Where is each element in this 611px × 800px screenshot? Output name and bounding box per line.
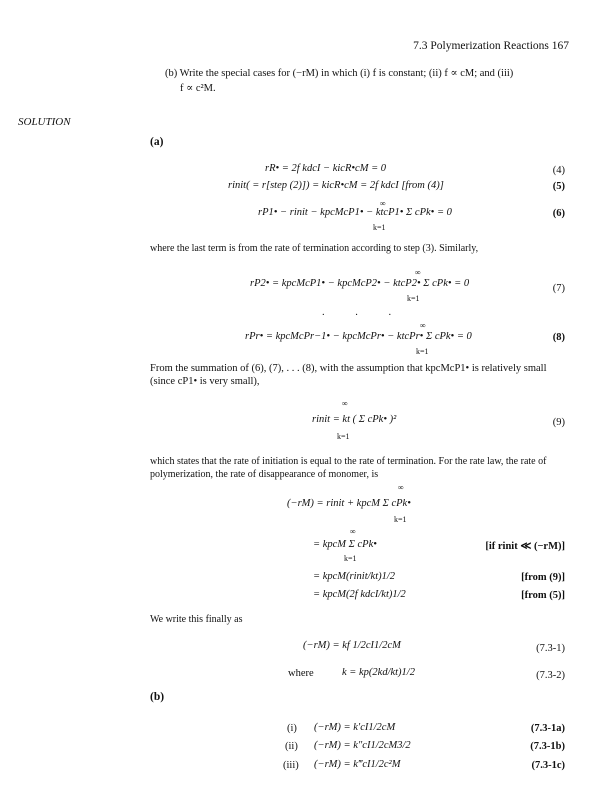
- rate-law-note: which states that the rate of initiation is equal to the rate of termination. For the rate law, the rate of polymerization, the rate of disappearance of monomer, is: [150, 456, 547, 480]
- rate-law-line2-sum-upper: ∞: [350, 527, 356, 536]
- equation-9: rinit = kt ( Σ cPk• )²: [312, 414, 397, 425]
- case-i-equation: (−rM) = k′cI1/2cM: [314, 722, 396, 733]
- eq6-sum-lower: k=1: [373, 223, 386, 232]
- rate-law-sum-lower: k=1: [394, 515, 407, 524]
- solution-label: SOLUTION: [18, 116, 71, 128]
- equation-7-3-1-number: (7.3-1): [536, 643, 565, 654]
- equation-7-3-2-number: (7.3-2): [536, 670, 565, 681]
- case-ii-number: (7.3-1b): [530, 741, 565, 752]
- eq7-sum-upper: ∞: [415, 268, 421, 277]
- eq8-sum-lower: k=1: [416, 347, 429, 356]
- ellipsis: . . .: [322, 307, 406, 318]
- running-head: 7.3 Polymerization Reactions 167: [413, 40, 569, 52]
- eq6-sum-upper: ∞: [380, 199, 386, 208]
- case-i-label: (i): [287, 723, 297, 734]
- equation-5: rinit( = r[step (2)]) = kicR•cM = 2f kdcI [from (4)]: [228, 180, 444, 191]
- eq9-sum-lower: k=1: [337, 432, 350, 441]
- problem-part-b-line1: (b) Write the special cases for (−rM) in which (i) f is constant; (ii) f ∝ cM; and (iii): [165, 68, 514, 79]
- eq9-sum-upper: ∞: [342, 399, 348, 408]
- case-iii-label: (iii): [283, 760, 299, 771]
- equation-5-number: (5): [552, 181, 565, 192]
- case-iii-equation: (−rM) = k‴cI1/2c²M: [314, 759, 401, 770]
- rate-law-line-3-note: [from (9)]: [521, 572, 565, 583]
- rate-law-line-2: = kpcM Σ cPk•: [313, 539, 377, 550]
- equation-7-3-2: k = kp(2kd/kt)1/2: [342, 667, 415, 678]
- equation-8: rPr• = kpcMcPr−1• − kpcMcPr• − ktcPr• Σ cPk• = 0: [245, 331, 472, 342]
- case-iii-number: (7.3-1c): [531, 760, 565, 771]
- equation-7-number: (7): [552, 283, 565, 294]
- case-ii-equation: (−rM) = k″cI1/2cM3/2: [314, 740, 411, 751]
- equation-4: rR• = 2f kdcI − kicR•cM = 0: [265, 163, 387, 174]
- rate-law-line-4-note: [from (5)]: [521, 590, 565, 601]
- termination-note: where the last term is from the rate of termination according to step (3). Similarly,: [150, 243, 479, 254]
- finally-note: We write this finally as: [150, 614, 243, 625]
- rate-law-sum-upper: ∞: [398, 483, 404, 492]
- equation-6: rP1• − rinit − kpcMcP1• − ktcP1• Σ cPk• = 0: [258, 207, 452, 218]
- case-ii-label: (ii): [285, 741, 298, 752]
- rate-law-line2-sum-lower: k=1: [344, 554, 357, 563]
- part-a-label: (a): [150, 136, 164, 148]
- equation-4-number: (4): [552, 165, 565, 176]
- part-b-label: (b): [150, 691, 165, 703]
- equation-7: rP2• = kpcMcP1• − kpcMcP2• − ktcP2• Σ cPk• = 0: [250, 278, 470, 289]
- rate-law-line-1: (−rM) = rinit + kpcM Σ cPk•: [287, 498, 411, 509]
- case-i-number: (7.3-1a): [530, 723, 565, 734]
- eq8-sum-upper: ∞: [420, 321, 426, 330]
- where-label: where: [288, 668, 314, 679]
- problem-part-b-line2: f ∝ c²M.: [180, 83, 216, 94]
- equation-7-3-1: (−rM) = kf 1/2cI1/2cM: [303, 640, 401, 651]
- rate-law-line-4: = kpcM(2f kdcI/kt)1/2: [313, 589, 406, 600]
- summation-note: From the summation of (6), (7), . . . (8), with the assumption that kpcMcP1• is relatively small (since cP1• is very small),: [150, 363, 547, 387]
- equation-8-number: (8): [552, 332, 565, 343]
- rate-law-line-3: = kpcM(rinit/kt)1/2: [313, 571, 396, 582]
- equation-9-number: (9): [552, 417, 565, 428]
- equation-6-number: (6): [552, 208, 565, 219]
- eq7-sum-lower: k=1: [407, 294, 420, 303]
- rate-law-line-2-note: [if rinit ≪ (−rM)]: [485, 541, 565, 552]
